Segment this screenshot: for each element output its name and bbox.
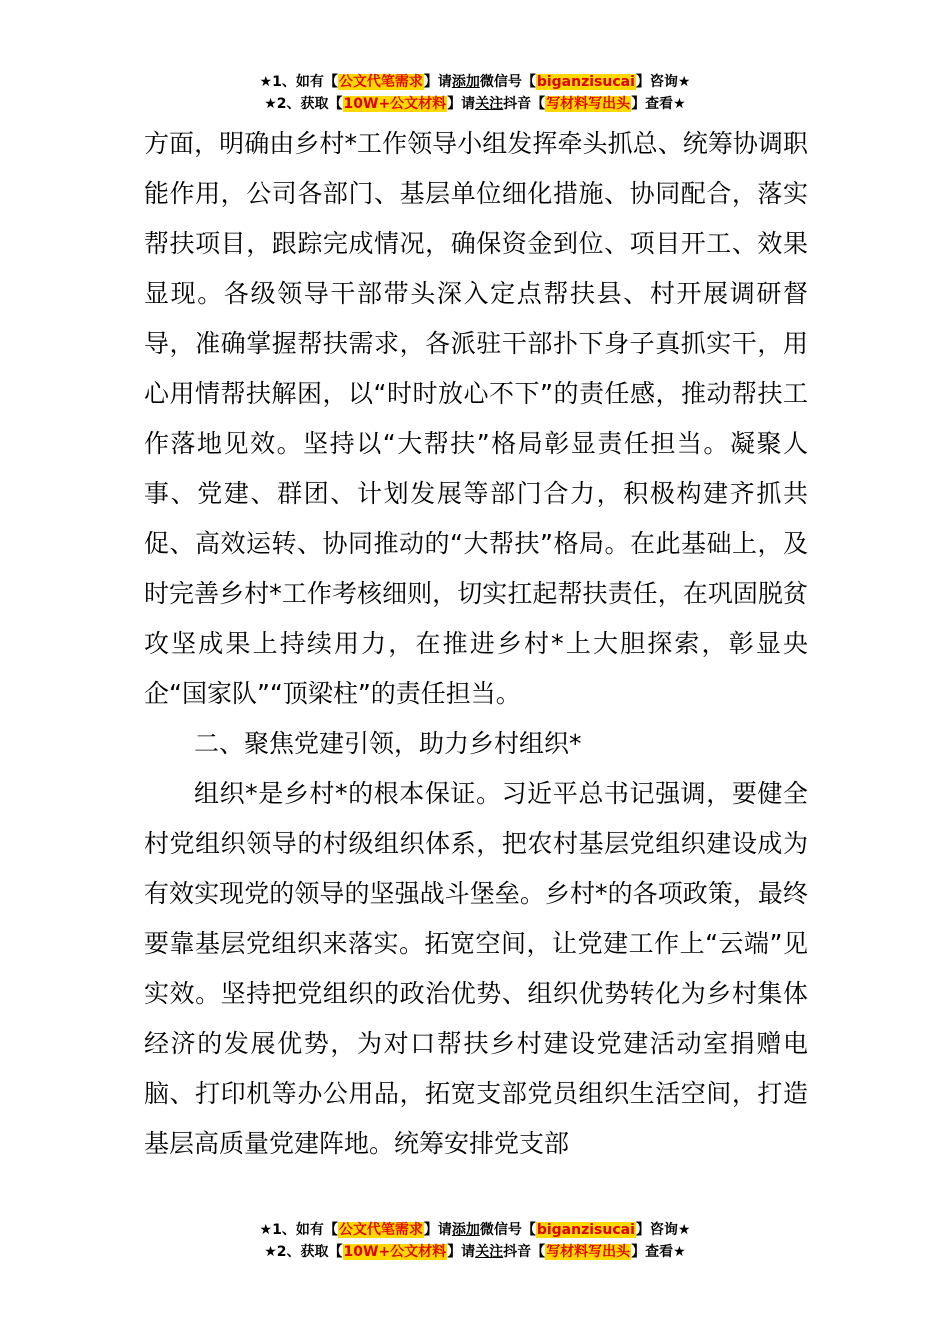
banner-underline: 添加 [451, 1222, 480, 1238]
paragraph: 方面，明确由乡村*工作领导小组发挥牵头抓总、统筹协调职能作用，公司各部门、基层单位细化措施、协同配合，落实帮扶项目，跟踪完成情况，确保资金到位、项目开工、效果显现。各级领导干部带头深入定点帮扶县、村开展调研督导，准确掌握帮扶需求，各派驻干部扑下身子真抓实干，用心用情帮扶解困，以“时时放心不下”的责任感，推动帮扶工作落地见效。坚持以“大帮扶”格局彰显责任担当。凝聚人事、党建、群团、计划发展等部门合力，积极构建齐抓共促、高效运转、协同推动的“大帮扶”格局。在此基础上，及时完善乡村*工作考核细则，切实扛起帮扶责任，在巩固脱贫攻坚成果上持续用力，在推进乡村*上大胆探索，彰显央企“国家队”“顶梁柱”的责任担当。 [144, 129, 808, 708]
banner-text: 抖音【 [503, 96, 546, 112]
banner-text: 微信号【 [479, 1222, 536, 1238]
banner-text: ★1、如有【 [259, 74, 338, 90]
footer-banner [0, 1219, 950, 1263]
banner-text: ★1、如有【 [259, 1222, 338, 1238]
banner-text: 】请 [447, 1244, 476, 1260]
paragraph: 组织*是乡村*的根本保证。习近平总书记强调，要健全村党组织领导的村级组织体系，把农村基层党组织建设成为有效实现党的领导的坚强战斗堡垒。乡村*的各项政策，最终要靠基层党组织来落实。拓宽空间，让党建工作上“云端”见实效。坚持把党组织的政治优势、组织优势转化为乡村集体经济的发展优势，为对口帮扶乡村建设党建活动室捐赠电脑、打印机等办公用品，拓宽支部党员组织生活空间，打造基层高质量党建阵地。统筹安排党支部 [144, 779, 808, 1158]
banner-underline: 关注 [475, 96, 504, 112]
banner-highlight: 写材料写出头 [546, 1244, 631, 1260]
banner-underline: 添加 [451, 74, 480, 90]
banner-highlight: 10W+公文材料 [343, 1244, 447, 1260]
banner-line-2 [0, 1241, 950, 1263]
banner-text: 】查看★ [631, 1244, 686, 1260]
banner-text: 】咨询★ [635, 74, 691, 90]
banner-highlight: 10W+公文材料 [343, 96, 447, 112]
banner-highlight: 写材料写出头 [546, 96, 631, 112]
banner-text: ★2、获取【 [264, 96, 343, 112]
banner-highlight: biganzisucai [536, 74, 635, 90]
header-banner [0, 71, 950, 115]
banner-highlight: 公文代笔需求 [338, 74, 423, 90]
banner-text: 】咨询★ [635, 1222, 691, 1238]
banner-line-1 [0, 71, 950, 93]
section-heading: 二、聚焦党建引领，助力乡村组织* [194, 729, 582, 758]
banner-highlight: biganzisucai [536, 1222, 635, 1238]
banner-text: 抖音【 [503, 1244, 546, 1260]
banner-text: 】查看★ [631, 96, 686, 112]
banner-line-2 [0, 93, 950, 115]
document-body [144, 119, 808, 1169]
banner-text: 】请 [447, 96, 476, 112]
banner-text: 微信号【 [479, 74, 536, 90]
banner-text: ★2、获取【 [264, 1244, 343, 1260]
banner-highlight: 公文代笔需求 [338, 1222, 423, 1238]
banner-line-1 [0, 1219, 950, 1241]
banner-text: 】请 [423, 74, 452, 90]
banner-underline: 关注 [475, 1244, 504, 1260]
banner-text: 】请 [423, 1222, 452, 1238]
